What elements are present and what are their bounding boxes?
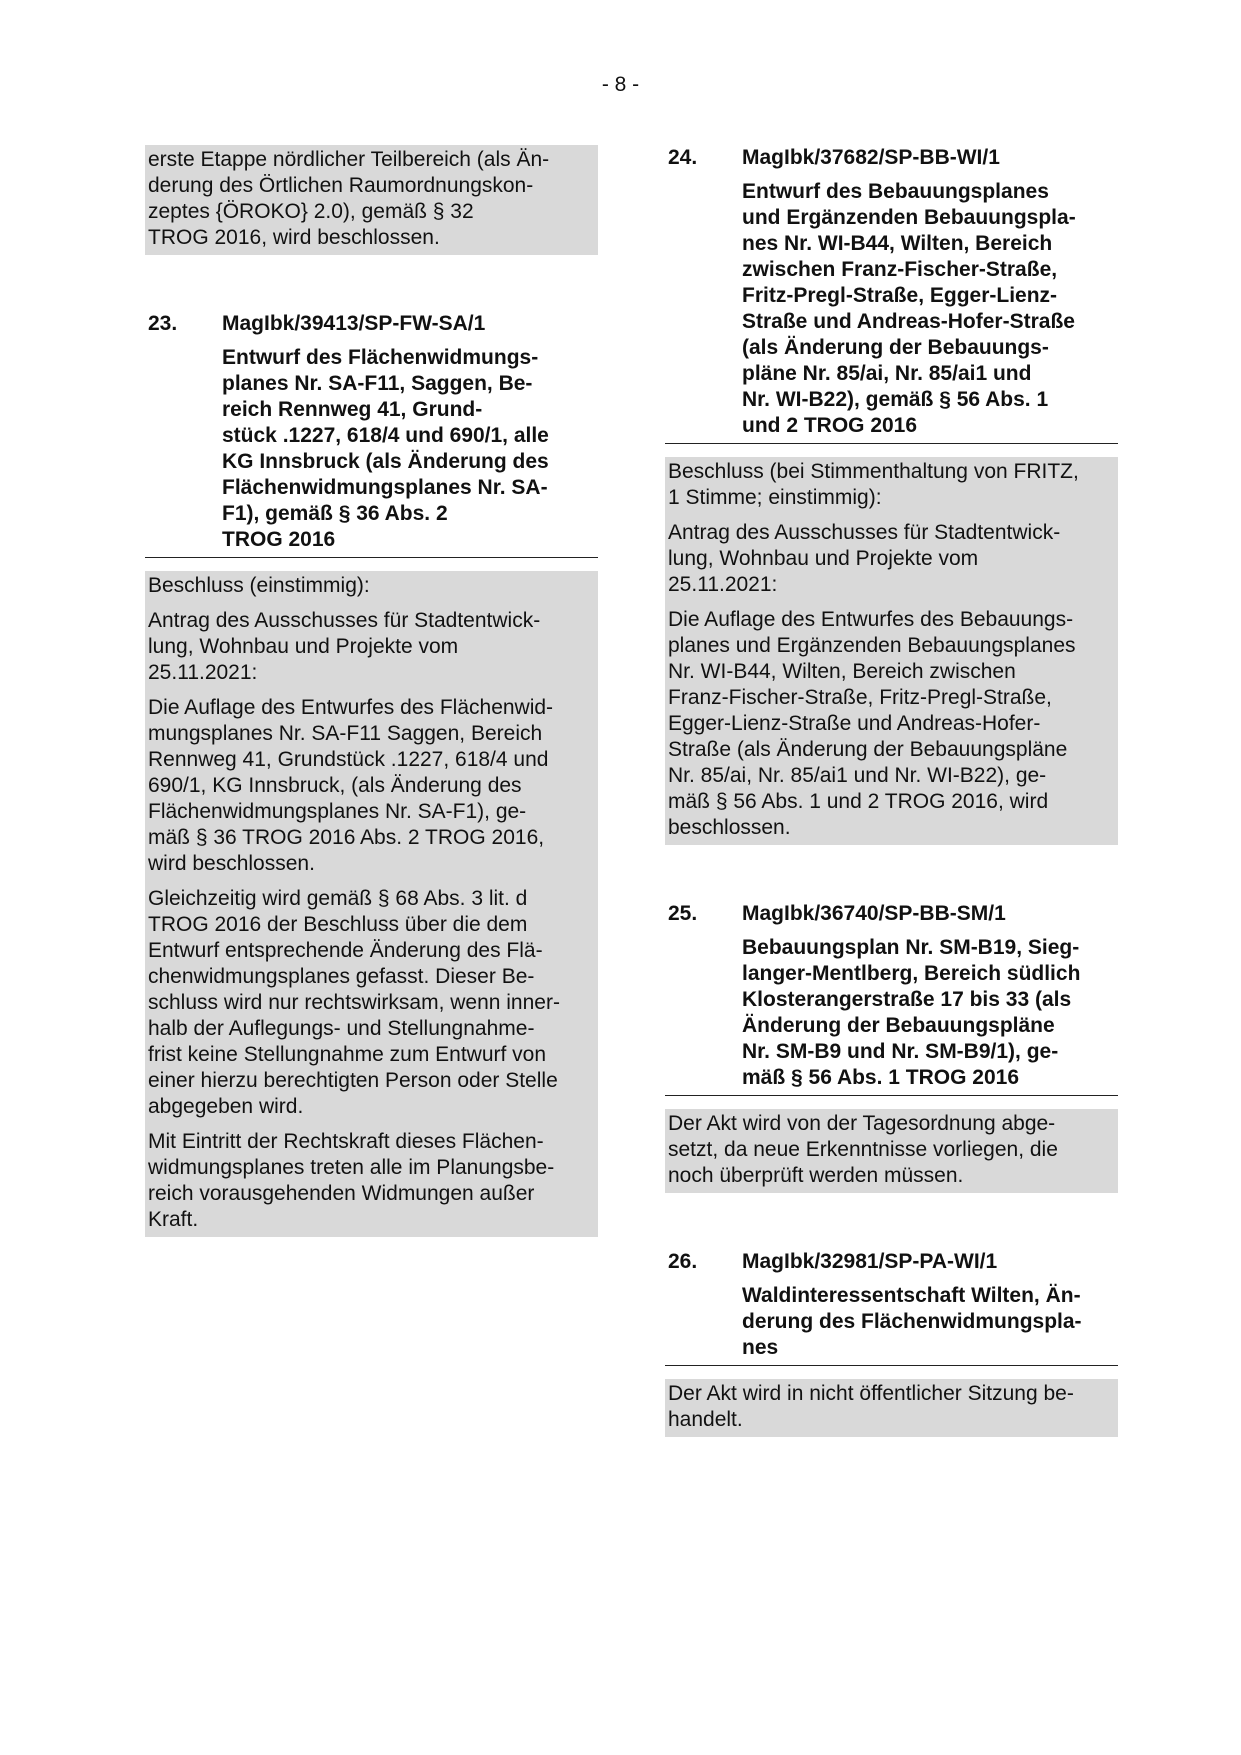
decision-box (145, 571, 598, 1237)
item-title: Entwurf des Flächenwidmungs- planes Nr. SA-F11, Saggen, Be- reich Rennweg 41, Grund- stück .1227, 618/4 und 690/1, alle KG Innsbruck (als Änderung des Flächenwidmungsplanes Nr. SA- F1), gemäß § 36 Abs. 2 TROG 2016 (222, 346, 549, 551)
agenda-item-25 (665, 901, 1118, 1193)
decision-paragraph: Der Akt wird in nicht öffentlicher Sitzung be- handelt. (668, 1382, 1074, 1431)
decision-paragraph: Beschluss (einstimmig): (148, 574, 370, 597)
item-reference: MagIbk/36740/SP-BB-SM/1 (742, 902, 1006, 925)
item-header (145, 311, 598, 337)
item-title: Entwurf des Bebauungsplanes und Ergänzenden Bebauungspla- nes Nr. WI-B44, Wilten, Bereich zwischen Franz-Fischer-Straße, Fritz-Pregl-Straße, Egger-Lienz- Straße und Andreas-Hofer-Straße (als Änderung der Bebauungs- pläne Nr. 85/ai, Nr. 85/ai1 und Nr. WI-B22), gemäß § 56 Abs. 1 und 2 TROG 2016 (742, 180, 1076, 437)
right-column (665, 145, 1118, 1437)
decision-paragraph: Beschluss (bei Stimmenthaltung von FRITZ, 1 Stimme; einstimmig): (668, 460, 1079, 509)
decision-box (665, 457, 1118, 845)
divider (665, 1095, 1118, 1096)
divider (665, 1365, 1118, 1366)
decision-paragraph: Die Auflage des Entwurfes des Flächenwid- mungsplanes Nr. SA-F11 Saggen, Bereich Rennweg 41, Grundstück .1227, 618/4 und 690/1, KG Innsbruck, (als Änderung des Flächenwidmungsplanes Nr. SA-F1), ge- mäß § 36 TROG 2016 Abs. 2 TROG 2016, wird beschlossen. (148, 696, 554, 875)
item-header (665, 1249, 1118, 1275)
left-column (145, 145, 598, 1237)
item-title: Waldinteressentschaft Wilten, Än- derung des Flächenwidmungspla- nes (742, 1284, 1082, 1359)
intro-box (145, 145, 598, 255)
agenda-item-23 (145, 311, 598, 1237)
item-reference: MagIbk/39413/SP-FW-SA/1 (222, 312, 486, 335)
agenda-item-26 (665, 1249, 1118, 1437)
item-number: 26. (668, 1250, 698, 1273)
decision-paragraph: Mit Eintritt der Rechtskraft dieses Flächen- widmungsplanes treten alle im Planungsbe- reich vorausgehenden Widmungen außer Kraft. (148, 1130, 555, 1231)
agenda-item-24 (665, 145, 1118, 845)
item-header (665, 145, 1118, 171)
item-title: Bebauungsplan Nr. SM-B19, Sieg- langer-Mentlberg, Bereich südlich Klosterangerstraße 17 bis 33 (als Änderung der Bebauungspläne Nr. SM-B9 und Nr. SM-B9/1), ge- mäß § 56 Abs. 1 TROG 2016 (742, 936, 1081, 1089)
item-reference: MagIbk/37682/SP-BB-WI/1 (742, 146, 1000, 169)
divider (145, 557, 598, 558)
item-reference: MagIbk/32981/SP-PA-WI/1 (742, 1250, 998, 1273)
decision-paragraph: Gleichzeitig wird gemäß § 68 Abs. 3 lit. d TROG 2016 der Beschluss über die dem Entwurf entsprechende Änderung des Flä- chenwidmungsplanes gefasst. Dieser Be- schluss wird nur rechtswirksam, wenn inner- halb der Auflegungs- und Stellungnahme- frist keine Stellungnahme zum Entwurf von einer hierzu berechtigten Person oder Stelle abgegeben wird. (148, 887, 560, 1118)
decision-paragraph: Antrag des Ausschusses für Stadtentwick- lung, Wohnbau und Projekte vom 25.11.2021: (668, 521, 1061, 596)
decision-paragraph: Die Auflage des Entwurfes des Bebauungs- planes und Ergänzenden Bebauungsplanes Nr. WI-B44, Wilten, Bereich zwischen Franz-Fischer-Straße, Fritz-Pregl-Straße, Egger-Lienz-Straße und Andreas-Hofer- Straße (als Änderung der Bebauungspläne Nr. 85/ai, Nr. 85/ai1 und Nr. WI-B22), ge- mäß § 56 Abs. 1 und 2 TROG 2016, wird beschlossen. (668, 608, 1076, 839)
decision-paragraph: Antrag des Ausschusses für Stadtentwick- lung, Wohnbau und Projekte vom 25.11.2021: (148, 609, 541, 684)
decision-box (665, 1109, 1118, 1193)
item-header (665, 901, 1118, 927)
item-number: 24. (668, 146, 698, 169)
intro-paragraph: erste Etappe nördlicher Teilbereich (als Än- derung des Örtlichen Raumordnungskon- zeptes {ÖROKO} 2.0), gemäß § 32 TROG 2016, wird beschlossen. (148, 148, 550, 249)
decision-paragraph: Der Akt wird von der Tagesordnung abge- setzt, da neue Erkenntnisse vorliegen, die noch überprüft werden müssen. (668, 1112, 1058, 1187)
item-number: 23. (148, 312, 178, 335)
decision-box (665, 1379, 1118, 1437)
divider (665, 443, 1118, 444)
item-number: 25. (668, 902, 698, 925)
page-number: - 8 - (601, 73, 640, 96)
